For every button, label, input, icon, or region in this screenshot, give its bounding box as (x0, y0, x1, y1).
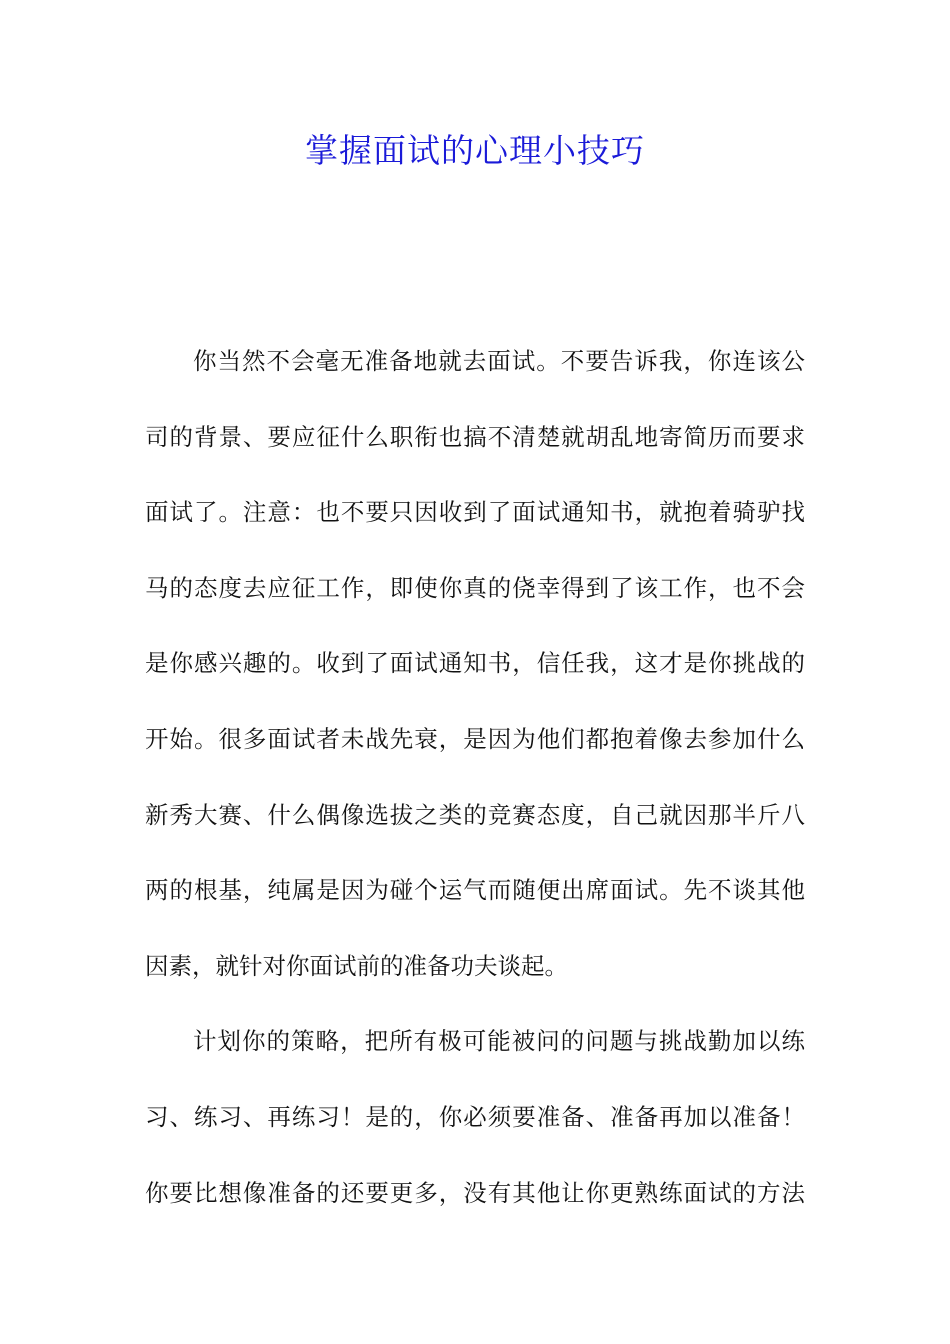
paragraph-1-line-8: 两的根基，纯属是因为碰个运气而随便出席面试。先不谈其他 (145, 876, 805, 905)
paragraph-1-line-9: 因素，就针对你面试前的准备功夫谈起。 (145, 951, 568, 980)
document-body (145, 337, 805, 1244)
document-title: 掌握面试的心理小技巧 (305, 131, 645, 170)
paragraph-2-line-2: 习、练习、再练习！是的，你必须要准备、准备再加以准备！ (145, 1102, 805, 1131)
paragraph-1-line-4: 马的态度去应征工作，即使你真的侥幸得到了该工作，也不会 (145, 573, 805, 602)
paragraph-2-line-3: 你要比想像准备的还要更多，没有其他让你更熟练面试的方法 (145, 1178, 805, 1207)
paragraph-1-line-5: 是你感兴趣的。收到了面试通知书，信任我，这才是你挑战的 (145, 649, 805, 678)
paragraph-1-line-3: 面试了。注意：也不要只因收到了面试通知书，就抱着骑驴找 (145, 498, 805, 527)
paragraph-1-line-1: 你当然不会毫无准备地就去面试。不要告诉我，你连该公 (193, 347, 805, 375)
paragraph-1-line-2: 司的背景、要应征什么职衔也搞不清楚就胡乱地寄简历而要求 (145, 422, 805, 451)
paragraph-1-line-6: 开始。很多面试者未战先衰，是因为他们都抱着像去参加什么 (145, 724, 805, 753)
paragraph-2-line-1: 计划你的策略，把所有极可能被问的问题与挑战勤加以练 (193, 1027, 805, 1056)
paragraph-1-line-7: 新秀大赛、什么偶像选拔之类的竞赛态度，自己就因那半斤八 (145, 800, 805, 829)
